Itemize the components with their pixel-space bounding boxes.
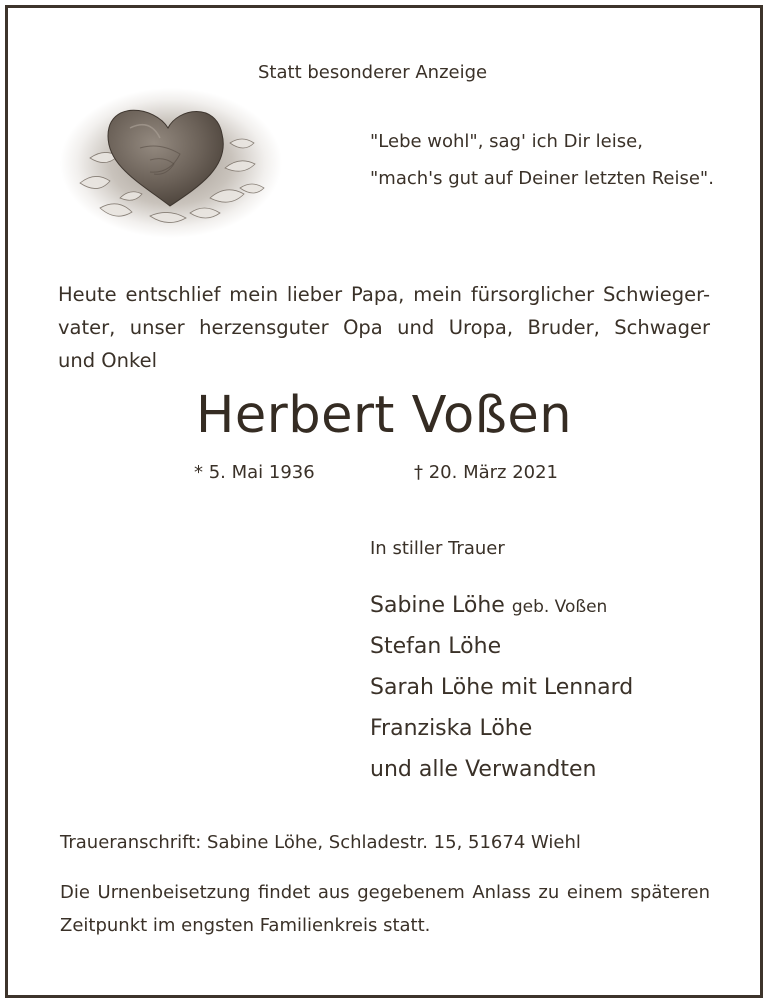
signer-2: Stefan Löhe bbox=[370, 634, 502, 659]
deceased-name: Herbert Voßen bbox=[196, 386, 573, 445]
signer-4: Franziska Löhe bbox=[370, 716, 533, 741]
signer-1 bbox=[370, 593, 607, 618]
burial-note bbox=[60, 876, 710, 942]
mourning-address: Traueranschrift: Sabine Löhe, Schladestr. 15, 51674 Wiehl bbox=[60, 832, 581, 853]
signer-3: Sarah Löhe mit Lennard bbox=[370, 675, 634, 700]
quote-line-1: "Lebe wohl", sag' ich Dir leise, bbox=[370, 131, 643, 152]
intro-line-2: vater, unser herzensguter Opa und Uropa, Bruder, Schwager bbox=[58, 316, 710, 339]
intro-paragraph bbox=[58, 278, 710, 377]
signer-5: und alle Verwandten bbox=[370, 757, 597, 782]
wooden-heart-photo-icon bbox=[60, 88, 282, 238]
death-date: † 20. März 2021 bbox=[414, 462, 559, 483]
intro-line-1: Heute entschlief mein lieber Papa, mein fürsorglicher Schwieger- bbox=[58, 283, 710, 306]
note-line-2: Zeitpunkt im engsten Familienkreis statt. bbox=[60, 915, 431, 936]
birth-date: * 5. Mai 1936 bbox=[194, 462, 315, 483]
signer-1-suffix: geb. Voßen bbox=[511, 597, 608, 617]
intro-line-3: und Onkel bbox=[58, 349, 158, 372]
mourning-intro: In stiller Trauer bbox=[370, 538, 505, 559]
note-line-1: Die Urnenbeisetzung findet aus gegebenem Anlass zu einem späteren bbox=[60, 882, 710, 903]
signer-1-name: Sabine Löhe bbox=[370, 593, 505, 618]
quote-line-2: "mach's gut auf Deiner letzten Reise". bbox=[370, 168, 714, 189]
header-text: Statt besonderer Anzeige bbox=[258, 62, 488, 83]
